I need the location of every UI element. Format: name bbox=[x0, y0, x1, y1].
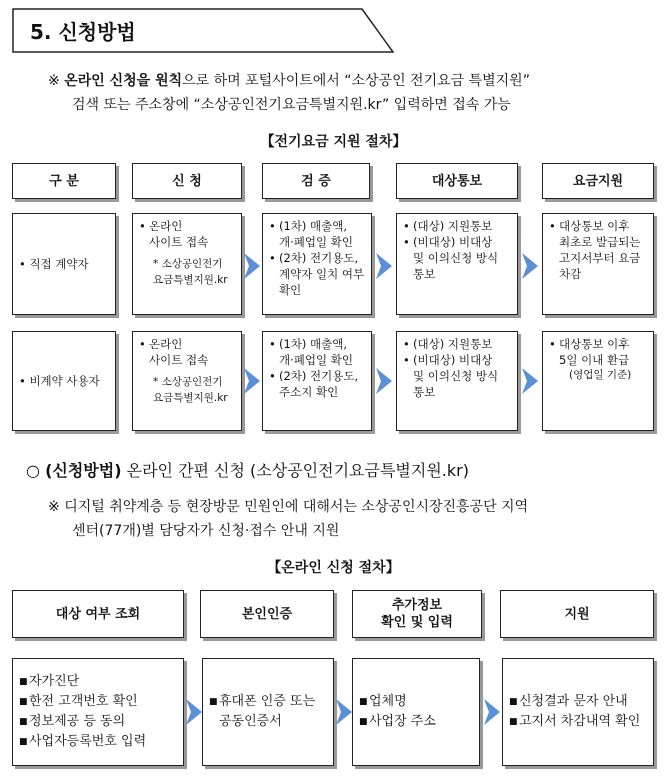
arrow-icon bbox=[522, 253, 538, 279]
step-item: ■ 정보제공 등 동의 bbox=[19, 712, 146, 732]
step-item: ■ 사업자등록번호 입력 bbox=[19, 732, 146, 752]
table2-title: 【온라인 신청 절차】 bbox=[267, 560, 400, 576]
support-item: • 대상통보 이후 최초로 발급되는 고지서부터 요금 차감 bbox=[549, 218, 647, 282]
step-item: ■ 자가진단 bbox=[19, 672, 146, 692]
note-line-2: 검색 또는 주소창에 “소상공인전기요금특별지원.kr” 입력하면 접속 가능 bbox=[72, 97, 511, 113]
verify-item: • (1차) 매출액, 개·폐업일 확인 bbox=[269, 336, 365, 368]
step-auth-box bbox=[202, 658, 334, 766]
note-mark: ※ bbox=[48, 73, 60, 89]
method-label: (신청방법) bbox=[45, 461, 122, 480]
note-rest-text: 으로 하며 포털사이트에서 “소상공인 전기요금 특별지원” bbox=[182, 73, 530, 89]
row1-support bbox=[542, 213, 654, 315]
verify-item: • (1차) 매출액, 개·폐업일 확인 bbox=[269, 218, 365, 250]
step-item: ■ 고지서 차감내역 확인 bbox=[509, 712, 640, 732]
row2-apply bbox=[132, 331, 242, 431]
arrow-icon bbox=[376, 368, 392, 394]
arrow-icon bbox=[244, 253, 260, 279]
step-item: ■ 한전 고객번호 확인 bbox=[19, 692, 146, 712]
row1-apply-line: • 온라인 사이트 접속 bbox=[139, 218, 235, 250]
note2-line-2: 센터(77개)별 담당자가 신청·접수 안내 지원 bbox=[72, 523, 340, 539]
table1-header-category: 구 분 bbox=[12, 163, 116, 199]
table1-title: 【전기요금 지원 절차】 bbox=[260, 134, 407, 150]
step-item: ■ 업체명 bbox=[359, 692, 436, 712]
table1-header-verify: 검 증 bbox=[262, 163, 370, 199]
notify-item: • (대상) 지원통보 bbox=[403, 218, 511, 234]
verify-item: • (2차) 전기용도, 계약자 일치 여부 확인 bbox=[269, 250, 365, 298]
notify-item: • (대상) 지원통보 bbox=[403, 336, 511, 352]
note2-text-1: 디지털 취약계층 등 현장방문 민원인에 대해서는 소상공인시장진흥공단 지역 bbox=[64, 499, 529, 515]
table2-header-extra: 추가정보 확인 및 입력 bbox=[352, 590, 482, 638]
step-item: ■ 신청결과 문자 안내 bbox=[509, 692, 640, 712]
row1-apply bbox=[132, 213, 242, 315]
support-item: • 대상통보 이후 5일 이내 환급 bbox=[549, 336, 647, 368]
arrow-icon bbox=[376, 253, 392, 279]
row2-apply-line: • 온라인 사이트 접속 bbox=[139, 336, 235, 368]
note-mark: ※ bbox=[48, 499, 60, 515]
method-text: 온라인 간편 신청 (소상공인전기요금특별지원.kr) bbox=[126, 461, 469, 480]
row2-apply-note: * 소상공인전기 요금특별지원.kr bbox=[153, 376, 228, 404]
arrow-icon bbox=[186, 699, 202, 725]
circle-bullet-icon: ○ bbox=[26, 461, 40, 480]
note2-line-1 bbox=[48, 496, 528, 518]
step-extra-box bbox=[352, 658, 480, 766]
table2-header-check: 대상 여부 조회 bbox=[12, 590, 184, 638]
method-line bbox=[26, 458, 469, 481]
row2-label: • 비계약 사용자 bbox=[12, 331, 116, 431]
arrow-icon bbox=[522, 368, 538, 394]
step-support-box bbox=[502, 658, 654, 766]
step-check-box bbox=[12, 658, 184, 766]
arrow-icon bbox=[336, 699, 352, 725]
notify-item: • (비대상) 비대상 및 이의신청 방식 통보 bbox=[403, 234, 511, 282]
row1-apply-note: * 소상공인전기 요금특별지원.kr bbox=[153, 258, 228, 286]
row1-label: • 직접 계약자 bbox=[12, 213, 116, 315]
notify-item: • (비대상) 비대상 및 이의신청 방식 통보 bbox=[403, 352, 511, 400]
note-bold-text: 온라인 신청을 원칙 bbox=[64, 73, 183, 89]
row2-verify bbox=[262, 331, 372, 431]
row1-notify bbox=[396, 213, 518, 315]
step-item: ■ 사업장 주소 bbox=[359, 712, 436, 732]
table1-header-notify: 대상통보 bbox=[396, 163, 518, 199]
row1-verify bbox=[262, 213, 372, 315]
verify-item: • (2차) 전기용도, 주소지 확인 bbox=[269, 368, 365, 400]
row2-notify bbox=[396, 331, 518, 431]
support-note: (영업일 기준) bbox=[569, 369, 632, 381]
section-title: 5. 신청방법 bbox=[30, 20, 136, 44]
table2-header-support: 지원 bbox=[500, 590, 654, 638]
section-title-box bbox=[12, 8, 392, 52]
arrow-icon bbox=[484, 699, 500, 725]
arrow-icon bbox=[244, 368, 260, 394]
table2-header-auth: 본인인증 bbox=[200, 590, 334, 638]
table1-header-apply: 신 청 bbox=[132, 163, 242, 199]
table1-header-support: 요금지원 bbox=[542, 163, 654, 199]
step-item: ■ 휴대폰 인증 또는 공동인증서 bbox=[209, 692, 315, 732]
note-line-1 bbox=[48, 70, 530, 92]
row2-support bbox=[542, 331, 654, 431]
